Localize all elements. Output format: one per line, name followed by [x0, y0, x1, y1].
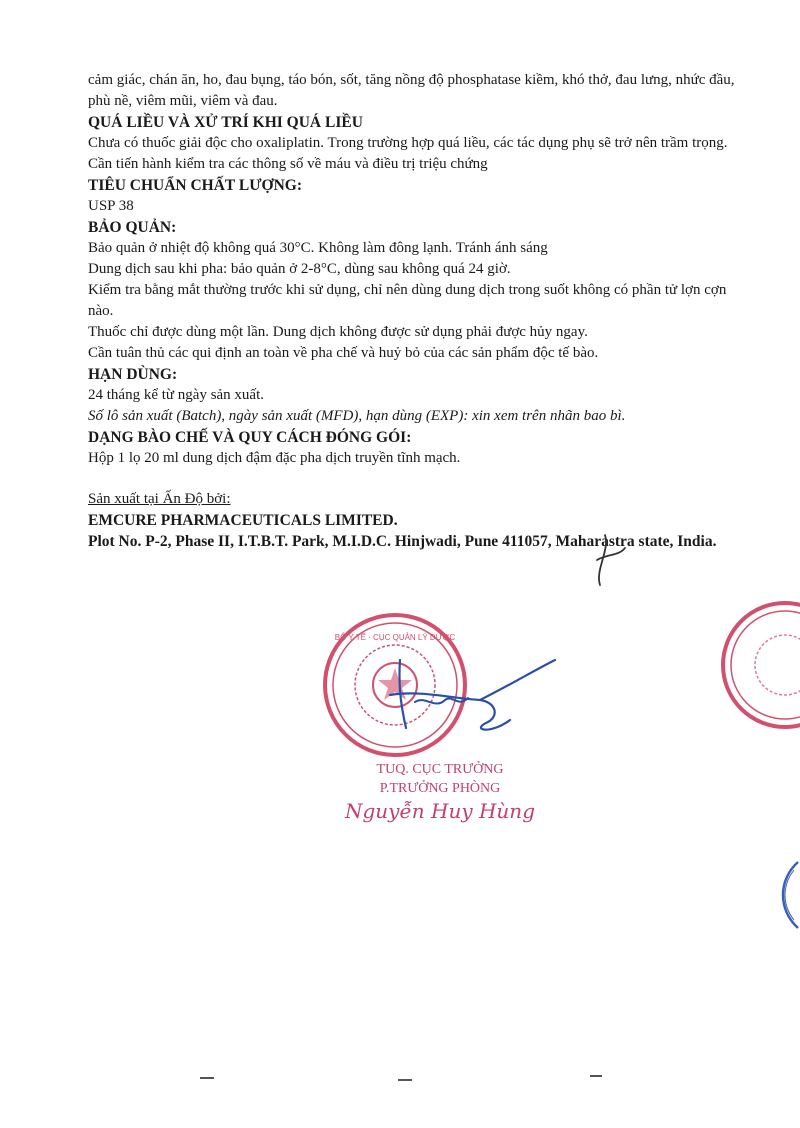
storage-line: Cần tuân thủ các qui định an toàn về pha chế và huỷ bỏ của các sản phẩm độc tế bào.	[88, 345, 599, 361]
expiry-heading: HẠN DÙNG:	[88, 366, 178, 383]
packaging-heading: DẠNG BÀO CHẾ VÀ QUY CÁCH ĐÓNG GÓI:	[88, 429, 412, 446]
scan-mark	[590, 1075, 602, 1077]
signer-title-2: P.TRƯỞNG PHÒNG	[379, 781, 501, 796]
scan-mark	[398, 1079, 412, 1081]
partial-stamp-edge	[690, 595, 800, 735]
packaging-text: Hộp 1 lọ 20 ml dung dịch đậm đặc pha dịch truyền tĩnh mạch.	[88, 450, 461, 466]
side-effects-text: cảm giác, chán ăn, ho, đau bụng, táo bón, sốt, tăng nồng độ phosphatase kiềm, khó thở, đau lưng, nhức đầu, phù nề, viêm mũi, viêm và đau.	[88, 72, 735, 109]
quality-text: USP 38	[88, 198, 134, 214]
manufacturer-label: Sản xuất tại Ấn Độ bởi:	[88, 491, 231, 507]
signer-title-1: TUQ. CỤC TRƯỞNG	[376, 762, 504, 777]
overdose-heading: QUÁ LIỀU VÀ XỬ TRÍ KHI QUÁ LIỀU	[88, 114, 363, 131]
quality-heading: TIÊU CHUẨN CHẤT LƯỢNG:	[88, 177, 303, 194]
overdose-text: Chưa có thuốc giải độc cho oxaliplatin. Trong trường hợp quá liều, các tác dụng phụ sẽ trở nên trầm trọng. Cần tiến hành kiểm tra các thông số về máu và điều trị triệu chứng	[88, 135, 728, 172]
edge-stamp-fragment	[772, 860, 800, 930]
scan-mark	[200, 1077, 214, 1079]
storage-heading: BẢO QUẢN:	[88, 219, 177, 236]
storage-line: Bảo quản ở nhiệt độ không quá 30°C. Không làm đông lạnh. Tránh ánh sáng	[88, 240, 548, 256]
document-body	[88, 70, 738, 552]
storage-line: Kiểm tra bằng mắt thường trước khi sử dụng, chỉ nên dùng dung dịch trong suốt không có phần tử lợn cợn nào.	[88, 282, 727, 319]
storage-line: Dung dịch sau khi pha: bảo quản ở 2-8°C, dùng sau không quá 24 giờ.	[88, 261, 511, 277]
manufacturer-name: EMCURE PHARMACEUTICALS LIMITED.	[88, 512, 398, 529]
manufacturer-address: Plot No. P-2, Phase II, I.T.B.T. Park, M.I.D.C. Hinjwadi, Pune 411057, Maharastra state, India.	[88, 533, 717, 550]
signer-name: Nguyễn Huy Hùng	[344, 799, 535, 823]
storage-line: Thuốc chỉ được dùng một lần. Dung dịch không được sử dụng phải được hủy ngay.	[88, 324, 588, 340]
stamp-lettering: BỘ Y TẾ · CỤC QUẢN LÝ DƯỢC	[334, 633, 456, 642]
signature-lines	[300, 760, 580, 824]
pen-mark	[585, 530, 635, 590]
expiry-note: Số lô sản xuất (Batch), ngày sản xuất (MFD), hạn dùng (EXP): xin xem trên nhãn bao bì.	[88, 408, 626, 424]
expiry-text: 24 tháng kể từ ngày sản xuất.	[88, 387, 265, 403]
handwritten-signature	[360, 640, 560, 740]
